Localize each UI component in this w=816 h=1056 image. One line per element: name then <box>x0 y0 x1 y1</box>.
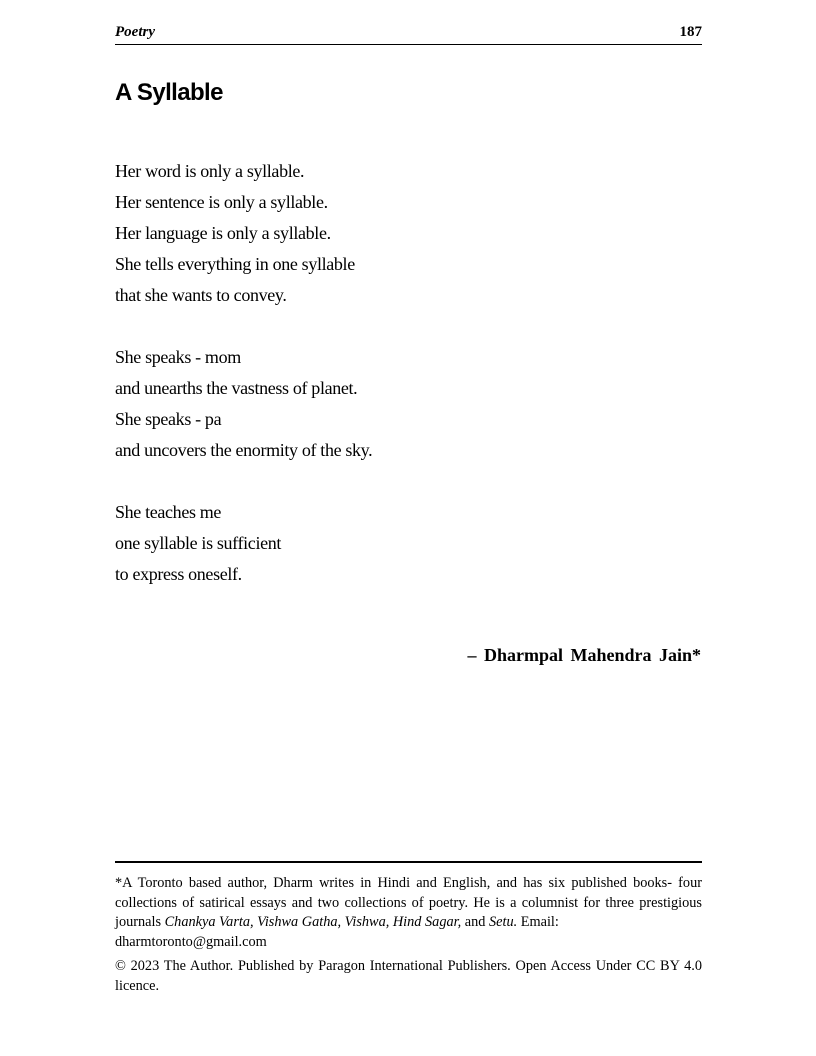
poem-line: to express oneself. <box>115 564 242 584</box>
poem-line: Her word is only a syllable. <box>115 161 305 181</box>
stanza-2 <box>115 342 702 466</box>
poem-line: She tells everything in one syllable <box>115 254 355 274</box>
running-header <box>115 22 702 45</box>
stanza-3 <box>115 497 702 590</box>
footnote-divider <box>115 861 702 863</box>
email-address[interactable]: dharmtoronto@gmail.com <box>115 933 267 950</box>
author-bio <box>115 874 702 952</box>
poem-line: one syllable is sufficient <box>115 533 282 553</box>
journal-names: Chankya Varta, Vishwa Gatha, Vishwa, Hind Sagar, <box>164 914 462 930</box>
copyright-notice: © 2023 The Author. Published by Paragon International Publishers. Open Access Under CC BY 4.0 licence. <box>115 958 702 994</box>
journal-name-setu: Setu. <box>488 914 518 930</box>
poem-body <box>115 156 702 621</box>
bio-text: *A Toronto based author, Dharm writes in Hindi and English, and has six published books- four collections of satirical essays and two collections of poetry. He is a columnist for three prestigious journals <box>115 875 702 930</box>
poem-line: She speaks - pa <box>115 409 222 429</box>
poem-line: She teaches me <box>115 502 222 522</box>
poem-line: that she wants to convey. <box>115 285 287 305</box>
section-name: Poetry <box>115 24 155 40</box>
footnote <box>115 874 702 996</box>
book-page <box>115 0 702 1056</box>
poem-line: Her language is only a syllable. <box>115 223 331 243</box>
stanza-1 <box>115 156 702 311</box>
conjunction: and <box>461 914 489 930</box>
poem-title: A Syllable <box>115 79 223 106</box>
poem-line: and unearths the vastness of planet. <box>115 378 358 398</box>
poem-line: Her sentence is only a syllable. <box>115 192 328 212</box>
poem-line: and uncovers the enormity of the sky. <box>115 440 373 460</box>
poem-line: She speaks - mom <box>115 347 241 367</box>
author-attribution: – Dharmpal Mahendra Jain* <box>467 645 701 665</box>
email-label: Email: <box>517 914 559 930</box>
page-number: 187 <box>679 24 702 40</box>
